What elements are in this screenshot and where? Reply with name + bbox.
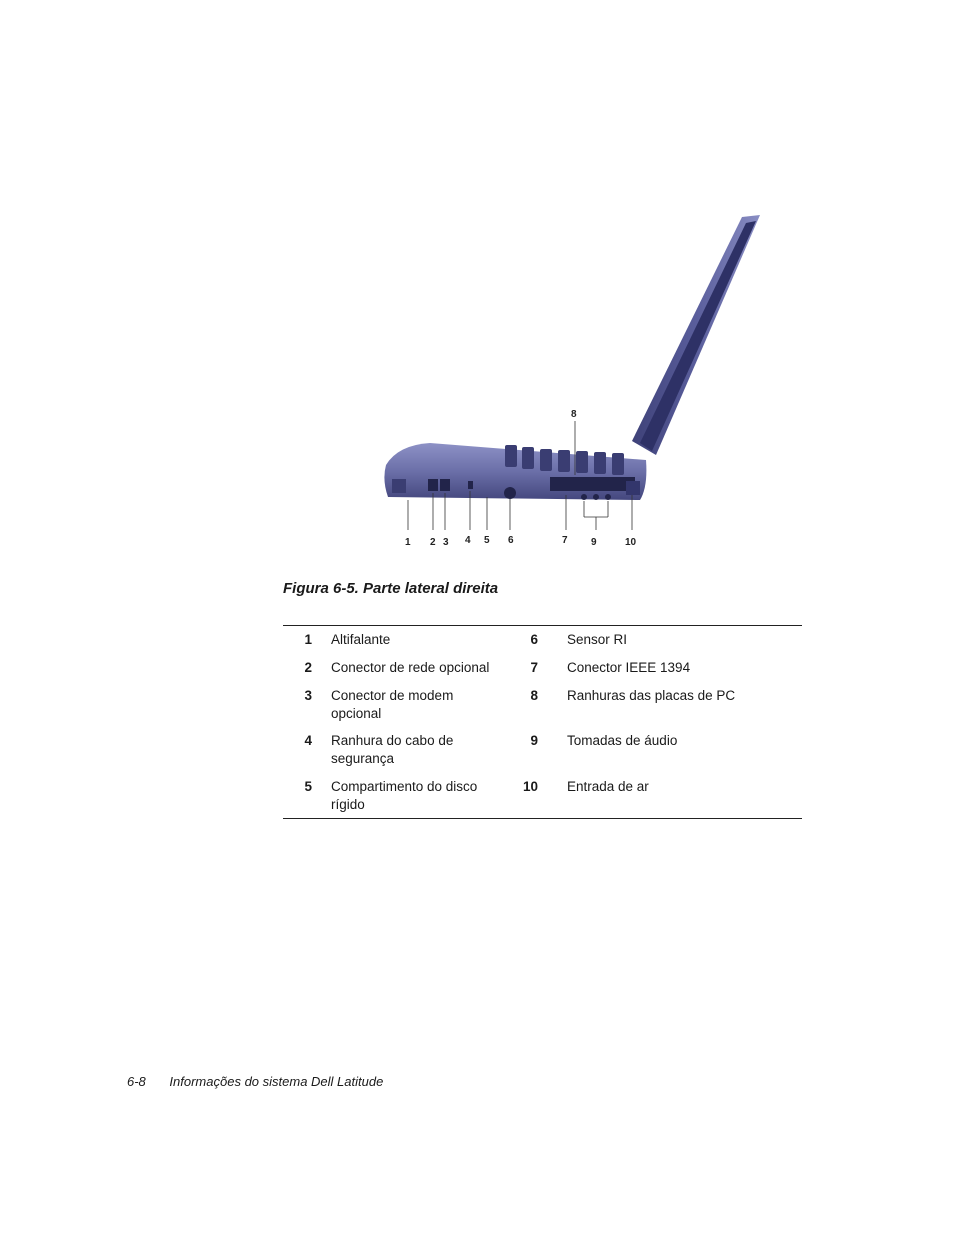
legend-number: 6 (530, 632, 538, 647)
legend-number: 2 (304, 660, 312, 675)
callout-label: 9 (591, 537, 597, 548)
footer-text: Informações do sistema Dell Latitude (169, 1074, 384, 1089)
callout-label: 2 (430, 537, 436, 548)
callout-label: 1 (405, 537, 411, 548)
legend-number: 3 (304, 688, 312, 703)
legend-label: Conector de modem opcional (331, 688, 454, 721)
legend-label: Sensor RI (567, 632, 628, 647)
legend-label: Ranhura do cabo de segurança (331, 733, 454, 766)
laptop-screen-edge (640, 221, 756, 451)
legend-number: 9 (530, 733, 538, 748)
audio-jack (605, 494, 611, 500)
legend-number: 5 (304, 779, 312, 794)
modem-connector (440, 479, 450, 491)
legend-label: Ranhuras das placas de PC (567, 688, 736, 703)
legend-number: 10 (522, 779, 538, 794)
legend-label: Entrada de ar (567, 779, 649, 794)
speaker-grille (392, 479, 406, 493)
pc-card-slots (550, 477, 635, 491)
laptop-figure (370, 205, 790, 555)
callout-label: 10 (625, 537, 637, 548)
legend-number: 4 (304, 733, 312, 748)
legend-number: 1 (304, 632, 312, 647)
audio-jack (593, 494, 599, 500)
ir-sensor (504, 487, 516, 499)
air-vent (626, 481, 640, 495)
legend-number: 8 (530, 688, 538, 703)
callout-label: 4 (465, 535, 471, 546)
legend-label: Altifalante (331, 632, 391, 647)
legend-row (283, 626, 802, 654)
security-cable-slot (468, 481, 473, 489)
page-footer (127, 1074, 383, 1089)
laptop-right-side-illustration (370, 205, 790, 555)
audio-jack (581, 494, 587, 500)
legend-number: 7 (530, 660, 538, 675)
figure-caption: Figura 6-5. Parte lateral direita (283, 580, 499, 597)
legend-label: Conector IEEE 1394 (567, 660, 691, 675)
legend-row (283, 727, 802, 773)
legend-row (283, 654, 802, 682)
callout-label: 6 (508, 535, 514, 546)
callout-label: 3 (443, 537, 449, 548)
network-connector (428, 479, 438, 491)
legend-label: Compartimento do disco rígido (331, 779, 478, 812)
legend-table (283, 625, 802, 819)
legend-label: Conector de rede opcional (331, 660, 490, 675)
legend-label: Tomadas de áudio (567, 733, 678, 748)
callout-label: 8 (571, 409, 577, 420)
page-number: 6-8 (127, 1074, 146, 1089)
legend-row (283, 682, 802, 727)
callout-label: 7 (562, 535, 568, 546)
callout-label: 5 (484, 535, 490, 546)
legend-row (283, 773, 802, 818)
